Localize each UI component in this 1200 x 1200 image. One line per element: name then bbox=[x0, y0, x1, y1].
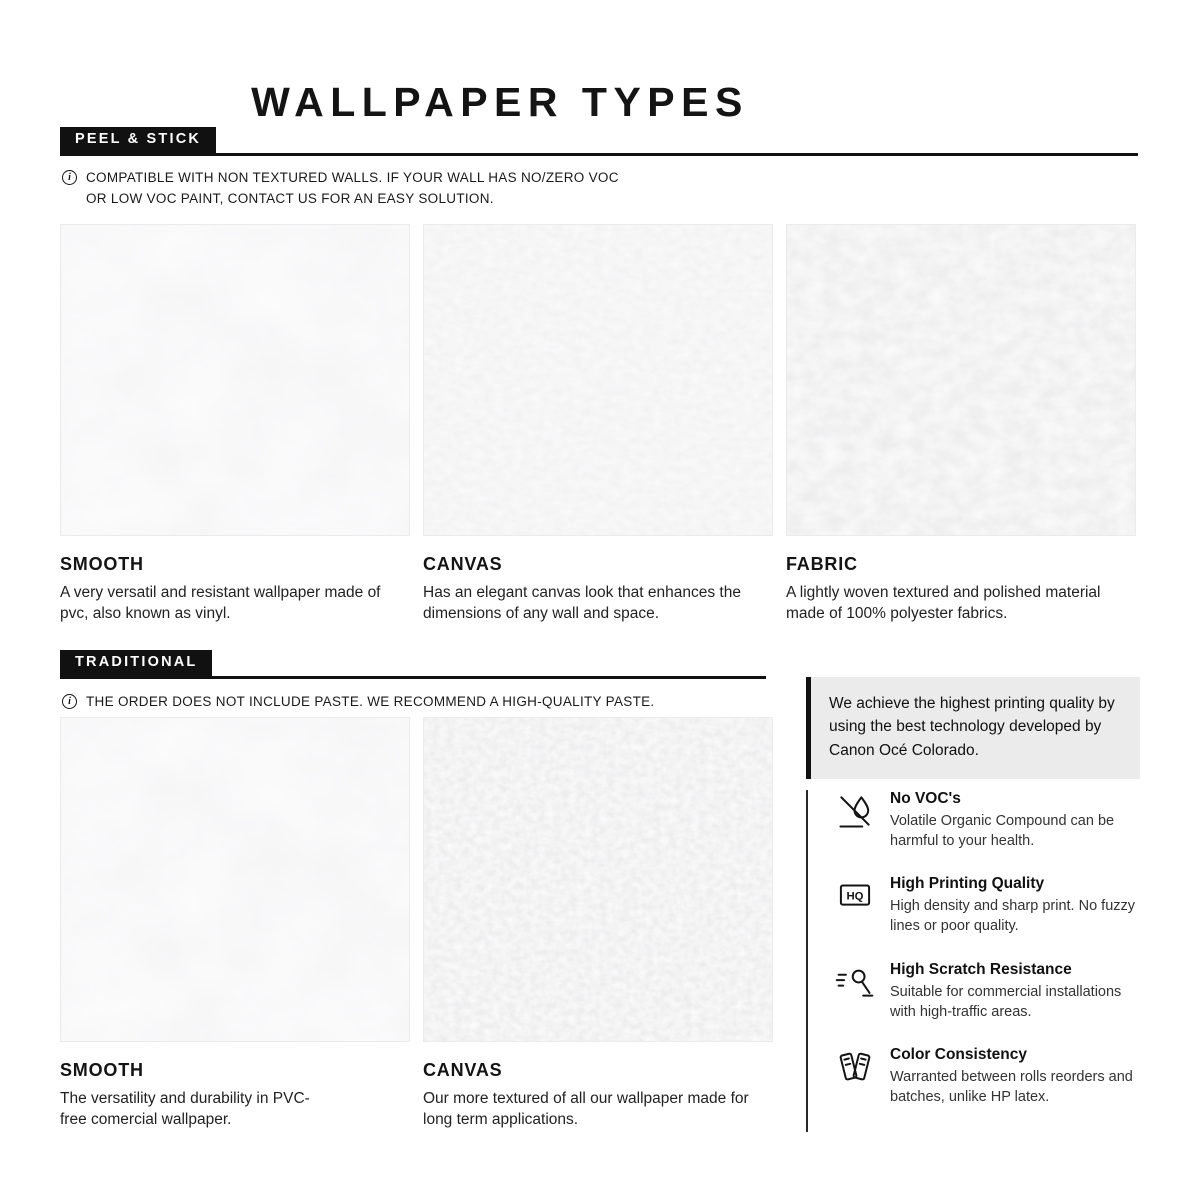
feature-title: High Scratch Resistance bbox=[890, 960, 1072, 978]
fabric-texture-image bbox=[786, 224, 1136, 536]
swatch-description: The versatility and durability in PVC-free comercial wallpaper. bbox=[60, 1090, 310, 1129]
feature-description: High density and sharp print. No fuzzy lines or poor quality. bbox=[890, 898, 1136, 935]
page-title: WALLPAPER TYPES bbox=[251, 79, 749, 126]
note-text: THE ORDER DOES NOT INCLUDE PASTE. WE RECOMMEND A HIGH-QUALITY PASTE. bbox=[86, 694, 655, 709]
traditional-swatch-grid bbox=[60, 717, 773, 1131]
feature-description: Warranted between rolls reorders and batches, unlike HP latex. bbox=[890, 1069, 1133, 1106]
swatch-name: CANVAS bbox=[423, 554, 503, 574]
swatch-description: A very versatil and resistant wallpaper made of pvc, also known as vinyl. bbox=[60, 584, 381, 623]
no-voc-icon bbox=[835, 790, 875, 851]
feature-description: Suitable for commercial installations with high-traffic areas. bbox=[890, 983, 1122, 1020]
peel-stick-badge: PEEL & STICK bbox=[60, 127, 216, 153]
section-header-peel-stick bbox=[60, 127, 1138, 156]
swatch-description: A lightly woven textured and polished material made of 100% polyester fabrics. bbox=[786, 584, 1101, 623]
swatch-description: Our more textured of all our wallpaper made for long term applications. bbox=[423, 1090, 749, 1129]
feature-color-consistency bbox=[835, 1046, 1140, 1107]
swatch-name: SMOOTH bbox=[60, 554, 144, 574]
swatch-smooth bbox=[60, 224, 410, 625]
rough-canvas-texture-image bbox=[423, 717, 773, 1042]
hq-glyph: HQ bbox=[846, 891, 864, 904]
feature-no-voc bbox=[835, 790, 1140, 851]
section-header-traditional bbox=[60, 650, 766, 679]
feature-title: High Printing Quality bbox=[890, 875, 1045, 893]
swatch-name: SMOOTH bbox=[60, 1060, 144, 1080]
swatch-description: Has an elegant canvas look that enhances the dimensions of any wall and space. bbox=[423, 584, 741, 623]
swatch-name: CANVAS bbox=[423, 1060, 503, 1080]
peel-stick-note bbox=[62, 168, 672, 210]
canvas-texture-image bbox=[423, 224, 773, 536]
swatch-smooth bbox=[60, 717, 410, 1131]
swatch-fabric bbox=[786, 224, 1136, 625]
swatch-canvas bbox=[423, 224, 773, 625]
printing-quality-statement: We achieve the highest printing quality by using the best technology developed by Canon Océ Colorado. bbox=[806, 677, 1140, 779]
peel-stick-swatch-grid bbox=[60, 224, 1136, 625]
smooth-texture-image bbox=[60, 717, 410, 1042]
high-printing-quality-icon bbox=[835, 875, 875, 936]
feature-scratch-resistance bbox=[835, 961, 1140, 1022]
traditional-badge: TRADITIONAL bbox=[60, 650, 212, 676]
smooth-texture-image bbox=[60, 224, 410, 536]
note-text: COMPATIBLE WITH NON TEXTURED WALLS. IF YOUR WALL HAS NO/ZERO VOC OR LOW VOC PAINT, CONTACT US FOR AN EASY SOLUTION. bbox=[86, 170, 619, 206]
traditional-note bbox=[62, 692, 782, 713]
feature-title: No VOC's bbox=[890, 790, 961, 807]
feature-high-printing-quality bbox=[835, 875, 1140, 936]
info-icon: i bbox=[62, 694, 77, 709]
feature-title: Color Consistency bbox=[890, 1046, 1027, 1064]
info-icon: i bbox=[62, 170, 77, 185]
color-consistency-icon bbox=[835, 1046, 875, 1107]
scratch-resistance-icon bbox=[835, 961, 875, 1022]
swatch-canvas bbox=[423, 717, 773, 1131]
quality-features-list bbox=[806, 790, 1140, 1132]
swatch-name: FABRIC bbox=[786, 554, 858, 574]
feature-description: Volatile Organic Compound can be harmful to your health. bbox=[890, 813, 1115, 849]
